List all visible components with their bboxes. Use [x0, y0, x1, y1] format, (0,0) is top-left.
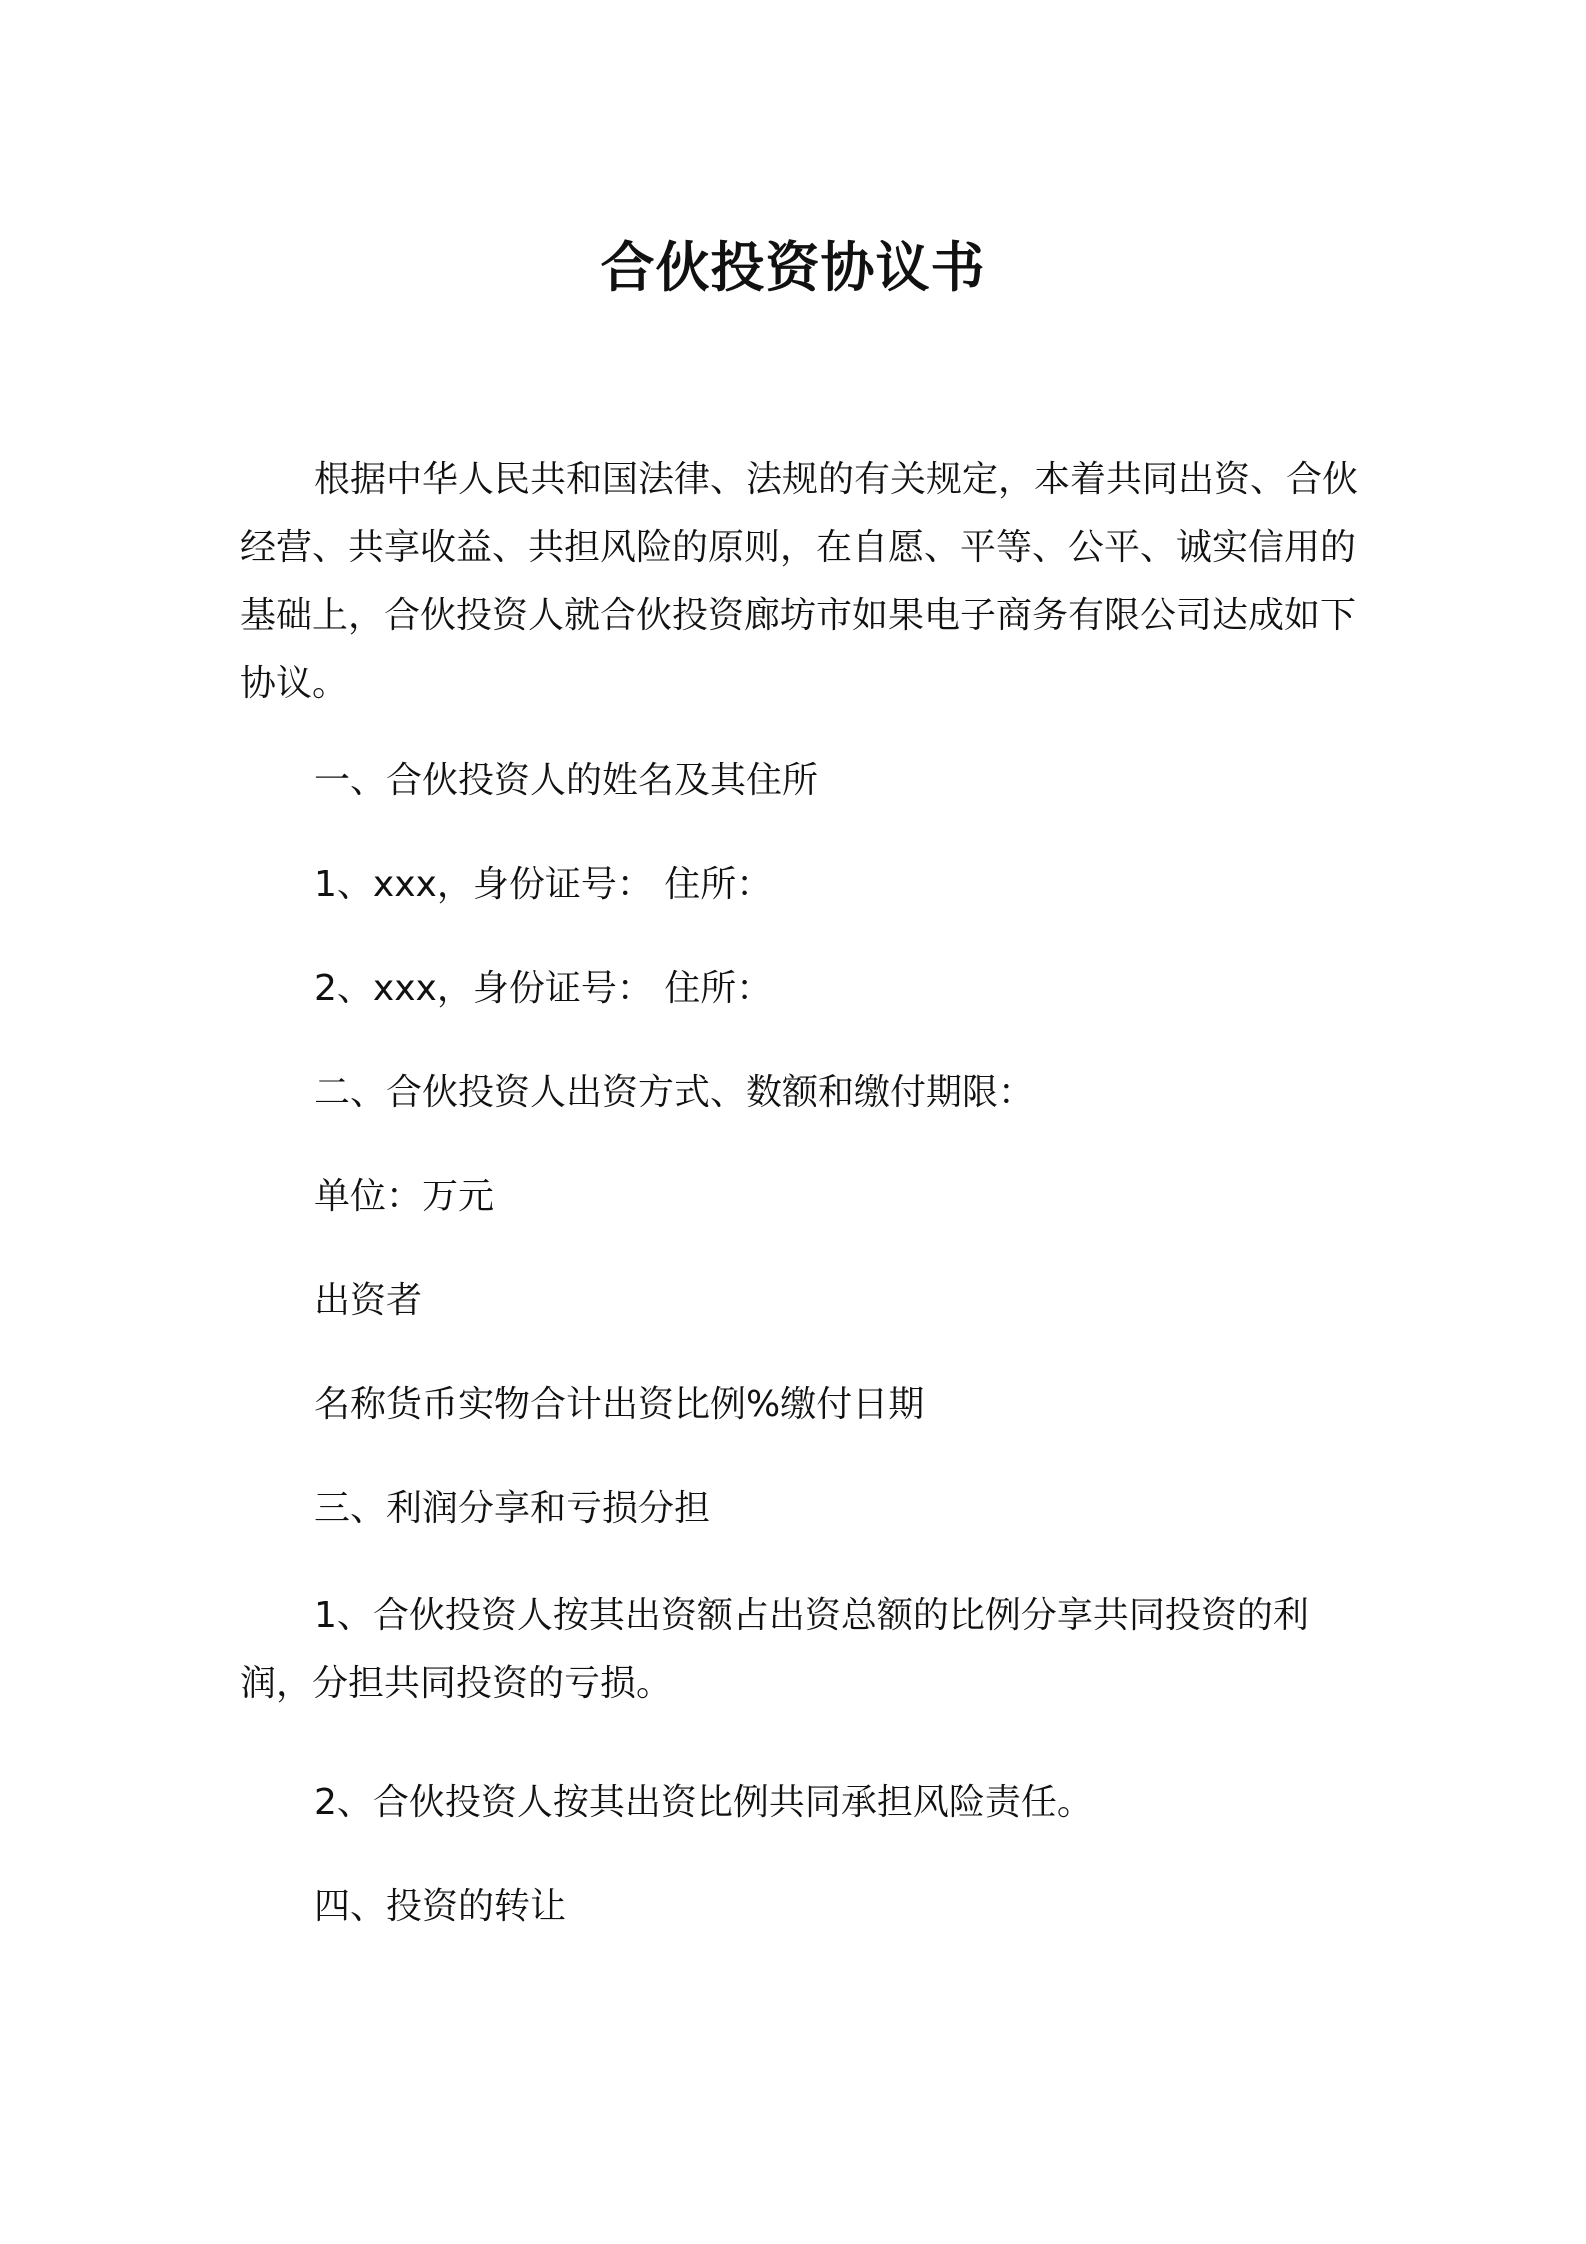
section-1-heading: 一、合伙投资人的姓名及其住所 — [314, 760, 819, 801]
clause-2-line: 2、合伙投资人按其出资比例共同承担风险责任。 — [314, 1782, 1093, 1823]
document-title: 合伙投资协议书 — [600, 236, 986, 299]
unit-line: 单位：万元 — [314, 1176, 495, 1217]
table-header-line: 名称货币实物合计出资比例%缴付日期 — [314, 1384, 925, 1425]
section-4-heading: 四、投资的转让 — [314, 1886, 567, 1927]
partner-1-line: 1、xxx，身份证号： 住所： — [314, 864, 773, 905]
contributor-line: 出资者 — [314, 1280, 423, 1321]
partner-2-line: 2、xxx，身份证号： 住所： — [314, 968, 773, 1009]
section-2-heading: 二、合伙投资人出资方式、数额和缴付期限： — [314, 1072, 1035, 1113]
clause-1-paragraph: 1、合伙投资人按其出资额占出资总额的比例分享共同投资的利润，分担共同投资的亏损。 — [240, 1595, 1309, 1704]
section-3-heading: 三、利润分享和亏损分担 — [314, 1488, 711, 1529]
intro-paragraph: 根据中华人民共和国法律、法规的有关规定，本着共同出资、合伙经营、共享收益、共担风险的原则，在自愿、平等、公平、诚实信用的基础上，合伙投资人就合伙投资廊坊市如果电子商务有限公司达成如下协议。 — [240, 459, 1359, 704]
